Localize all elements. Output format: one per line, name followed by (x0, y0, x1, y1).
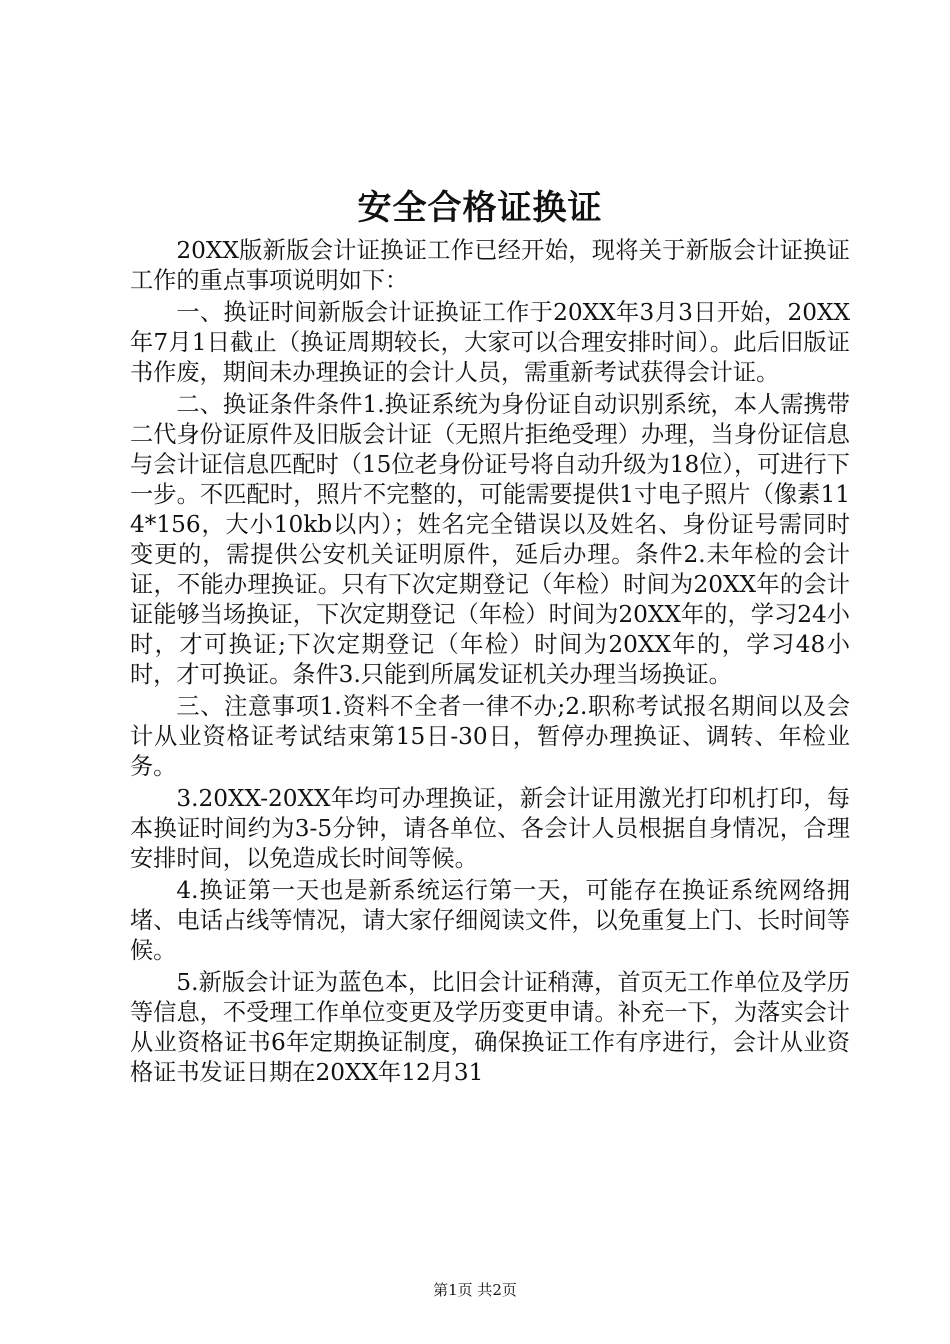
paragraph-note-4: 4.换证第一天也是新系统运行第一天，可能存在换证系统网络拥堵、电话占线等情况，请大家仔细阅读文件，以免重复上门、长时间等候。 (130, 877, 850, 964)
document-title: 安全合格证换证 (357, 188, 603, 228)
paragraph-conditions: 二、换证条件条件1.换证系统为身份证自动识别系统，本人需携带二代身份证原件及旧版会计证（无照片拒绝受理）办理，当身份证信息与会计证信息匹配时（15位老身份证号将自动升级为18位），可进行下一步。不匹配时，照片不完整的，可能需要提供1寸电子照片（像素114*156，大小10kb以内）；姓名完全错误以及姓名、身份证号需同时变更的，需提供公安机关证明原件，延后办理。条件2.未年检的会计证，不能办理换证。只有下次定期登记（年检）时间为20XX年的会计证能够当场换证，下次定期登记（年检）时间为20XX年的，学习24小时，才可换证;下次定期登记（年检）时间为20XX年的，学习48小时，才可换证。条件3.只能到所属发证机关办理当场换证。 (130, 391, 850, 688)
paragraph-intro: 20XX版新版会计证换证工作已经开始，现将关于新版会计证换证工作的重点事项说明如下： (130, 237, 850, 294)
paragraph-note-5: 5.新版会计证为蓝色本，比旧会计证稍薄，首页无工作单位及学历等信息，不受理工作单位变更及学历变更申请。补充一下，为落实会计从业资格证书6年定期换证制度，确保换证工作有序进行，会计从业资格证书发证日期在20XX年12月31 (130, 969, 850, 1086)
paragraph-time: 一、换证时间新版会计证换证工作于20XX年3月3日开始，20XX年7月1日截止（换证周期较长，大家可以合理安排时间）。此后旧版证书作废，期间未办理换证的会计人员，需重新考试获得会计证。 (130, 299, 850, 386)
page-number-footer: 第1页 共2页 (433, 1281, 517, 1299)
document-body (130, 236, 850, 1090)
paragraph-note-3: 3.20XX-20XX年均可办理换证，新会计证用激光打印机打印，每本换证时间约为3-5分钟，请各单位、各会计人员根据自身情况，合理安排时间，以免造成长时间等候。 (130, 785, 850, 872)
paragraph-notes: 三、注意事项1.资料不全者一律不办;2.职称考试报名期间以及会计从业资格证考试结束第15日-30日，暂停办理换证、调转、年检业务。 (130, 693, 850, 780)
